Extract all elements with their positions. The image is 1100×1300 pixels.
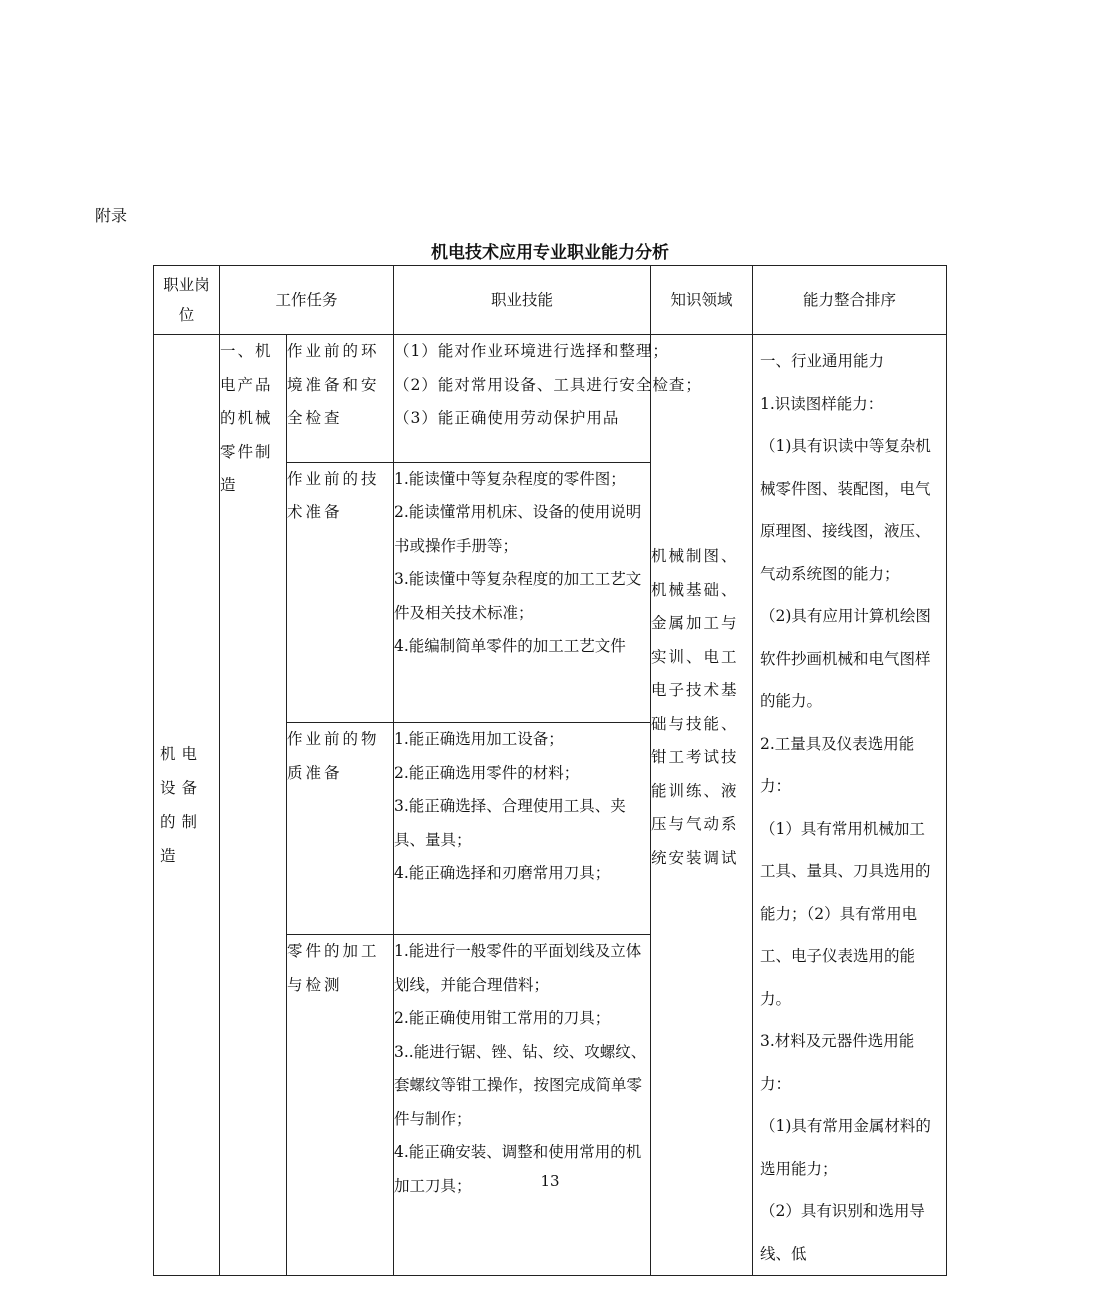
page-number: 13: [540, 1172, 560, 1190]
table-row: [154, 335, 947, 463]
header-task: 工作任务: [220, 266, 394, 335]
skill-item: 2.能正确选用零件的材料；: [394, 763, 580, 782]
skill-item: （3）能正确使用劳动保护用品: [394, 409, 620, 427]
task-main-text: 一、机电产品的机械零件制造: [220, 342, 273, 494]
ability-line: 3.材料及元器件选用能力：: [760, 1032, 915, 1093]
post-text: 机电设备的制造: [160, 745, 204, 865]
subtask-3: 作业前的物质准备: [287, 723, 394, 935]
knowledge-text: 机械制图、机械基础、金属加工与实训、电工电子技术基础与技能、钳工考试技能训练、液压与气动系统安装调试: [651, 547, 739, 867]
skill-item: 3.能正确选择、合理使用工具、夹具、量具；: [394, 797, 626, 849]
skill-item: 4.能正确选择和刃磨常用刀具；: [394, 864, 611, 883]
table-header-row: [154, 266, 947, 335]
ability-line: （2)具有应用计算机绘图软件抄画机械和电气图样的能力。: [760, 607, 931, 710]
ability-line: （2）具有识别和选用导线、低: [760, 1202, 925, 1263]
skill-item: 1.能正确选用加工设备；: [394, 730, 564, 749]
skill-item: 3.能读懂中等复杂程度的加工工艺文件及相关技术标准；: [394, 570, 642, 622]
skill-item: 1.能读懂中等复杂程度的零件图；: [394, 469, 626, 488]
skills-4: [394, 935, 651, 1276]
subtask-4: 零件的加工与检测: [287, 935, 394, 1276]
document-title: 机电技术应用专业职业能力分析: [431, 243, 669, 263]
knowledge-cell: [651, 335, 753, 1276]
skills-1: [394, 335, 702, 463]
header-ability: 能力整合排序: [753, 266, 947, 335]
skill-item: 4.能正确安装、调整和使用常用的机加工刀具；: [394, 1143, 642, 1195]
appendix-label: 附录: [95, 206, 128, 225]
skill-item: 2.能正确使用钳工常用的刀具；: [394, 1009, 611, 1028]
post-cell: [154, 335, 220, 1276]
skills-3: [394, 723, 651, 935]
skill-item: （1）能对作业环境进行选择和整理；: [394, 342, 669, 360]
header-post: 职业岗位: [154, 266, 220, 335]
skills-2: [394, 462, 651, 722]
ability-cell: [753, 335, 947, 1276]
ability-line: （1)具有常用金属材料的选用能力；: [760, 1117, 931, 1178]
header-skill: 职业技能: [394, 266, 651, 335]
ability-line: 1.识读图样能力：: [760, 394, 884, 413]
skill-item: 3..能进行锯、锉、钻、绞、攻螺纹、套螺纹等钳工操作，按图完成简单零件与制作；: [394, 1042, 647, 1128]
skill-item: （2）能对常用设备、工具进行安全检查；: [394, 375, 702, 394]
ability-line: 一、行业通用能力: [760, 352, 885, 370]
skill-item: 1.能进行一般零件的平面划线及立体划线，并能合理借料；: [394, 942, 642, 994]
ability-line: （1)具有识读中等复杂机械零件图、装配图，电气原理图、接线图，液压、气动系统图的能力；: [760, 437, 931, 583]
skill-item: 4.能编制简单零件的加工工艺文件: [394, 637, 626, 656]
ability-analysis-table: [153, 265, 947, 1276]
skill-item: 2.能读懂常用机床、设备的使用说明书或操作手册等；: [394, 503, 642, 555]
ability-line: 2.工量具及仪表选用能力：: [760, 734, 915, 795]
ability-line: （1）具有常用机械加工工具、量具、刀具选用的能力；（2）具有常用电工、电子仪表选用的能力。: [760, 819, 931, 1008]
subtask-1: 作业前的环境准备和安全检查: [287, 335, 394, 463]
header-knowledge: 知识领域: [651, 266, 753, 335]
task-main-cell: [220, 335, 287, 1276]
subtask-2: 作业前的技术准备: [287, 462, 394, 722]
